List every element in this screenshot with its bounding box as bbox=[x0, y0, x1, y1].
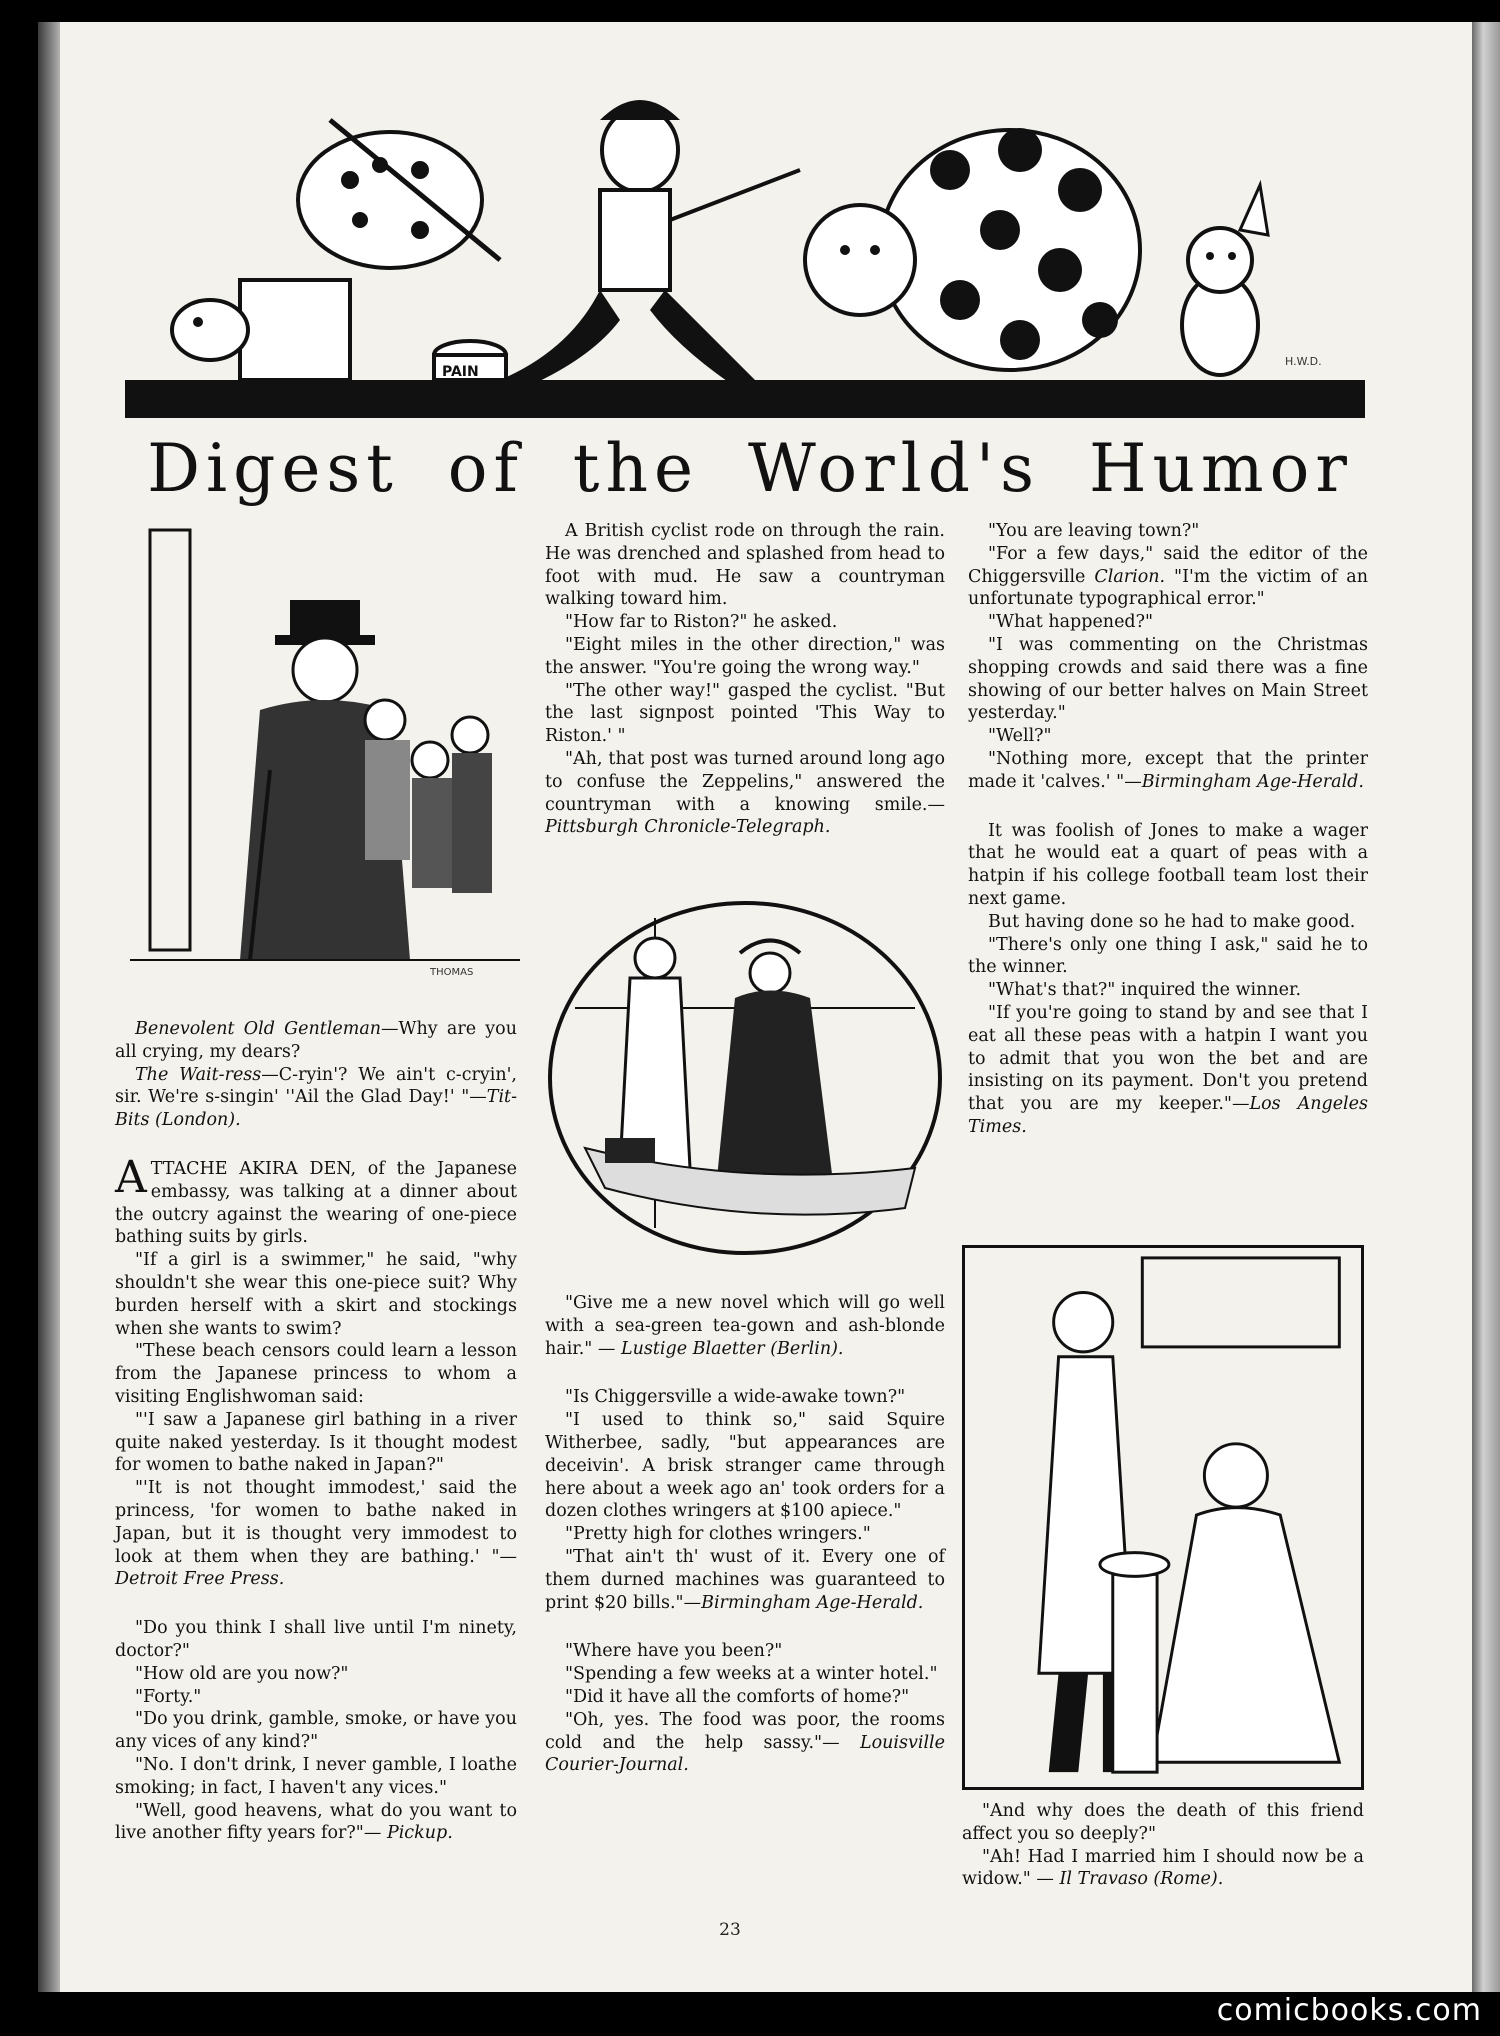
akira-paragraph-1 bbox=[115, 1151, 517, 1249]
widow-text: "Ah! Had I married him I should now be a widow." — bbox=[962, 1846, 1364, 1890]
cyclist-paragraph-2: "How far to Riston?" he asked. bbox=[565, 612, 838, 633]
column-3-bottom bbox=[962, 1800, 1364, 1891]
page-title: Digest of the World's Humor bbox=[147, 430, 1353, 507]
novel-text: "Give me a new novel which will go well with a sea-green tea-gown and ash-blonde hair." — bbox=[545, 1293, 945, 1359]
caption-source: —Tit-Bits (London). bbox=[115, 1087, 517, 1131]
book-gutter-left bbox=[38, 22, 62, 1992]
page-number: 23 bbox=[719, 1920, 741, 1940]
header-illustration bbox=[120, 60, 1370, 420]
editor-source: Birmingham Age-Herald. bbox=[1141, 771, 1364, 792]
editor-paragraph-2 bbox=[968, 543, 1368, 611]
novel-paragraph bbox=[545, 1292, 945, 1360]
akira-source: —Detroit Free Press. bbox=[115, 1546, 517, 1590]
jones-paragraph-4: "What's that?" inquired the winner. bbox=[988, 980, 1302, 1001]
akira-text: TTACHE AKIRA DEN, of the Japanese embassy, was talking at a dinner about the outcry against the wearing of one-piece bathing suits by girls. bbox=[115, 1158, 517, 1248]
editor-text: "Nothing more, except that the printer made it 'calves.' "— bbox=[968, 748, 1368, 792]
column-3 bbox=[968, 520, 1368, 1139]
hotel-paragraph-4 bbox=[545, 1709, 945, 1777]
jones-paragraph-3: "There's only one thing I ask," said he to the winner. bbox=[968, 934, 1368, 978]
editor-paragraph-3: "What happened?" bbox=[988, 612, 1154, 633]
doctor-paragraph-3: "Forty." bbox=[135, 1686, 202, 1707]
widow-paragraph-1: "And why does the death of this friend affect you so deeply?" bbox=[962, 1801, 1364, 1844]
hotel-source: Louisville Courier-Journal. bbox=[545, 1732, 945, 1776]
doctor-paragraph-5: "No. I don't drink, I never gamble, I loathe smoking; in fact, I haven't any vices." bbox=[115, 1754, 517, 1798]
caption-speaker: The Wait-ress bbox=[135, 1064, 262, 1085]
illustration-bookshop bbox=[545, 898, 945, 1258]
column-1 bbox=[115, 1018, 517, 1845]
caption-text: —Why are you all crying, my dears? bbox=[115, 1019, 517, 1062]
cyclist-paragraph-1: A British cyclist rode on through the rain. He was drenched and splashed from head to foot with mud. He saw a countryman walking toward him. bbox=[545, 521, 945, 610]
chigg-text: "That ain't th' wust of it. Every one of them durned machines was guaranteed to print $20 bills."— bbox=[545, 1546, 945, 1613]
illustration-old-gentleman bbox=[130, 520, 520, 980]
drop-cap: A bbox=[115, 1151, 147, 1203]
illustration-widow bbox=[962, 1245, 1364, 1790]
akira-paragraph-3: "These beach censors could learn a lesson from the Japanese princess to whom a visiting Englishwoman said: bbox=[115, 1341, 517, 1407]
novel-source: Lustige Blaetter (Berlin). bbox=[621, 1338, 844, 1359]
hotel-paragraph-1: "Where have you been?" bbox=[565, 1641, 783, 1662]
editor-paragraph-5: "Well?" bbox=[988, 726, 1052, 747]
chigg-paragraph-2: "I used to think so," said Squire Witherbee, sadly, "but appearances are deceivin'. A brisk stranger came through here about a week ago an' took orders for a dozen clothes wringers at $100 apiece." bbox=[545, 1410, 945, 1522]
widow-source: Il Travaso (Rome). bbox=[1059, 1869, 1224, 1890]
chigg-paragraph-3: "Pretty high for clothes wringers." bbox=[565, 1524, 871, 1545]
cyclist-source: Pittsburgh Chronicle-Telegraph. bbox=[545, 817, 831, 838]
artist-initials: H.W.D. bbox=[1285, 355, 1322, 368]
editor-paragraph-1: "You are leaving town?" bbox=[988, 521, 1200, 541]
illustration-signature: THOMAS bbox=[430, 967, 474, 978]
hotel-paragraph-3: "Did it have all the comforts of home?" bbox=[565, 1686, 910, 1707]
book-edge-right bbox=[1472, 22, 1500, 1992]
editor-paragraph-6 bbox=[968, 748, 1368, 794]
chigg-paragraph-4 bbox=[545, 1546, 945, 1614]
chigg-paragraph-1: "Is Chiggersville a wide-awake town?" bbox=[565, 1387, 906, 1408]
jones-paragraph-1: It was foolish of Jones to make a wager that he would eat a quart of peas with a hatpin if his college football team lost their next game. bbox=[968, 820, 1368, 909]
column-2 bbox=[545, 520, 945, 839]
jones-source: Los Angeles Times. bbox=[968, 1094, 1368, 1137]
doctor-paragraph-1: "Do you think I shall live until I'm ninety, doctor?" bbox=[115, 1618, 517, 1661]
doctor-paragraph-2: "How old are you now?" bbox=[135, 1663, 349, 1684]
editor-text: "I'm the victim of an unfortunate typographical error." bbox=[968, 566, 1368, 610]
cyclist-paragraph-3: "Eight miles in the other direction," was the answer. "You're going the wrong way." bbox=[545, 634, 945, 678]
cyclist-paragraph-4: "The other way!" gasped the cyclist. "But the last signpost pointed 'This Way to Riston.' " bbox=[545, 680, 945, 747]
watermark: comicbooks.com bbox=[1216, 1993, 1482, 2028]
jones-paragraph-5 bbox=[968, 1002, 1368, 1139]
akira-paragraph-5 bbox=[115, 1477, 517, 1591]
editor-paragraph-4: "I was commenting on the Christmas shopping crowds and said there was a fine showing of our better halves on Main Street yesterday." bbox=[968, 634, 1368, 724]
doctor-source: Pickup. bbox=[386, 1823, 453, 1844]
caption-speaker: Benevolent Old Gentleman bbox=[135, 1019, 382, 1039]
jones-paragraph-2: But having done so he had to make good. bbox=[988, 911, 1356, 932]
akira-paragraph-4: "'I saw a Japanese girl bathing in a river quite naked yesterday. Is it thought modest for women to bathe naked in Japan?" bbox=[115, 1409, 517, 1476]
caption-waitress bbox=[115, 1064, 517, 1132]
hotel-paragraph-2: "Spending a few weeks at a winter hotel." bbox=[565, 1664, 938, 1685]
editor-text: "For a few days," said the editor of the Chiggersville bbox=[968, 543, 1368, 587]
akira-text: "'It is not thought immodest,' said the princess, 'for women to bathe naked in Japan, but it is thought very immodest to look at them when they are bathing.' " bbox=[115, 1478, 517, 1567]
hotel-text: "Oh, yes. The food was poor, the rooms cold and the help sassy."— bbox=[545, 1709, 945, 1753]
doctor-paragraph-4: "Do you drink, gamble, smoke, or have you any vices of any kind?" bbox=[115, 1709, 517, 1753]
doctor-text: "Well, good heavens, what do you want to live another fifty years for?"— bbox=[115, 1800, 517, 1844]
cyclist-paragraph-5 bbox=[545, 748, 945, 839]
doctor-paragraph-6 bbox=[115, 1800, 517, 1846]
newspaper-name: Clarion. bbox=[1094, 566, 1166, 587]
column-2-bottom bbox=[545, 1292, 945, 1777]
chigg-source: Birmingham Age-Herald. bbox=[701, 1592, 924, 1613]
akira-paragraph-2: "If a girl is a swimmer," he said, "why shouldn't she wear this one-piece suit? Why burden herself with a skirt and stockings when she wants to swim? bbox=[115, 1250, 517, 1339]
caption-gentleman bbox=[115, 1018, 517, 1064]
cyclist-text: "Ah, that post was turned around long ago to confuse the Zeppelins," answered the countryman with a knowing smile.— bbox=[545, 748, 945, 815]
caption-text: —C-ryin'? We ain't c-cryin', sir. We're s-singin' ''Ail the Glad Day!' " bbox=[115, 1064, 517, 1108]
jones-text: "If you're going to stand by and see that I eat all these peas with a hatpin I want you to admit that you won the bet and are insisting on its payment. Don't you pretend that you are my keeper."— bbox=[968, 1002, 1368, 1115]
paint-can-label: PAIN bbox=[442, 364, 479, 380]
widow-paragraph-2 bbox=[962, 1846, 1364, 1892]
